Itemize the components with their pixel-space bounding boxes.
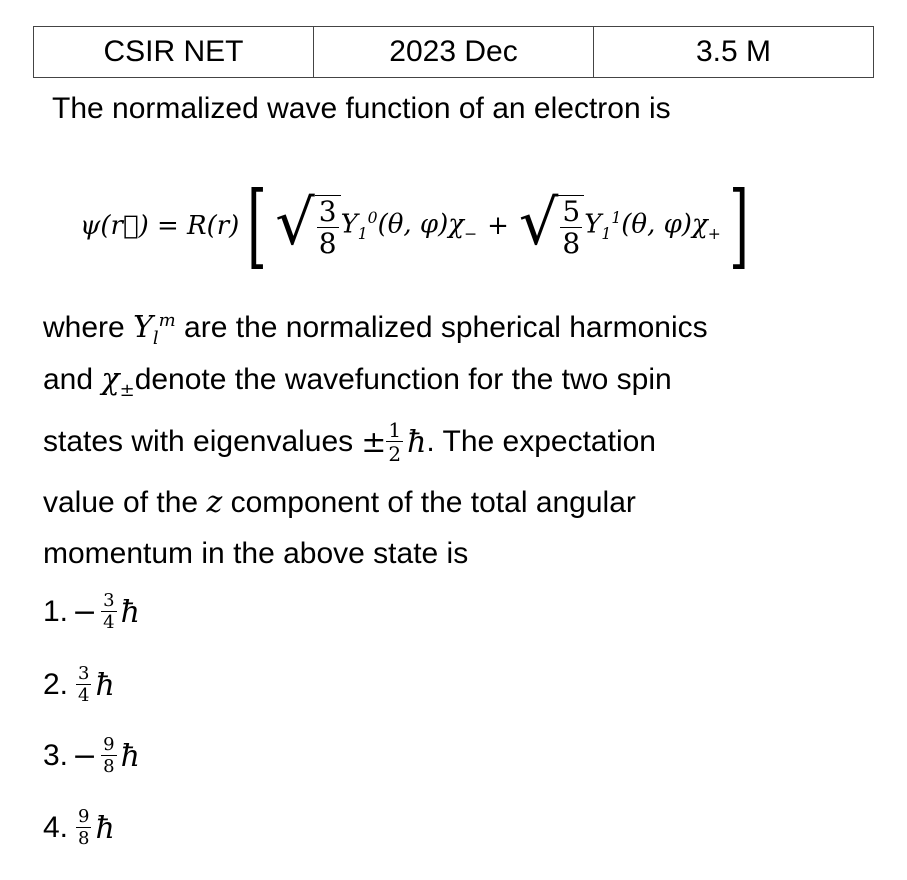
harmonic-term-1: $Y_1^0(\theta$, $\varphi)\chi_-$: [340, 209, 478, 243]
session-cell: 2023 Dec: [314, 27, 594, 78]
plus-sign: +: [487, 211, 509, 241]
hbar-symbol: ħ: [407, 424, 427, 460]
right-bracket: ]: [728, 172, 749, 279]
hbar-symbol: ħ: [120, 594, 140, 630]
question-line-2: and $\chi_\pm denote$ the wavefunction for the two spin: [43, 362, 672, 401]
option-4[interactable]: 4. $\frac{9}{8}$ ħ: [43, 806, 115, 849]
option-1[interactable]: 1. − $\frac{3}{4}$ ħ: [43, 590, 140, 633]
option-2[interactable]: 2. $\frac{3}{4}$ ħ: [43, 663, 115, 706]
question-line-5: momentum in the above state is: [43, 537, 469, 570]
sqrt-term-2: √ $\frac{5}{8}$: [519, 195, 584, 258]
harmonic-term-2: $Y_1^1(\theta$, $\varphi)\chi_+$: [584, 209, 721, 243]
question-intro: The normalized wave function of an electron is: [52, 92, 671, 125]
equation-lhs: ψ(r⃗) = R(r): [80, 211, 240, 241]
marks-cell: 3.5 M: [594, 27, 874, 78]
exam-cell: CSIR NET: [34, 27, 314, 78]
header-table: [33, 26, 874, 78]
question-line-4: value of the z component of the total angular: [43, 485, 636, 520]
sqrt-term-1: √ $\frac{3}{8}$: [275, 195, 340, 258]
option-3[interactable]: 3. − $\frac{9}{8}$ ħ: [43, 734, 140, 777]
hbar-symbol: ħ: [120, 738, 140, 774]
wave-function-equation: [80, 172, 757, 279]
hbar-symbol: ħ: [95, 810, 115, 846]
left-bracket: [: [247, 172, 268, 279]
question-line-3: states with eigenvalues ± $\frac{1}{2}$ ħ . The expectation: [43, 418, 656, 466]
fraction-3-8: $\frac{3}{8}$: [318, 194, 337, 260]
fraction-5-8: $\frac{5}{8}$: [562, 194, 581, 260]
question-line-1: where $Y_l^m$ are the normalized spherical harmonics: [43, 310, 708, 349]
hbar-symbol: ħ: [95, 667, 115, 703]
fraction-1-2: $\frac{1}{2}$: [388, 418, 402, 466]
chi-symbol: $\chi_\pm$: [101, 362, 135, 401]
header-row: [34, 27, 874, 78]
spherical-harmonic-symbol: $Y_l^m$: [133, 310, 176, 349]
